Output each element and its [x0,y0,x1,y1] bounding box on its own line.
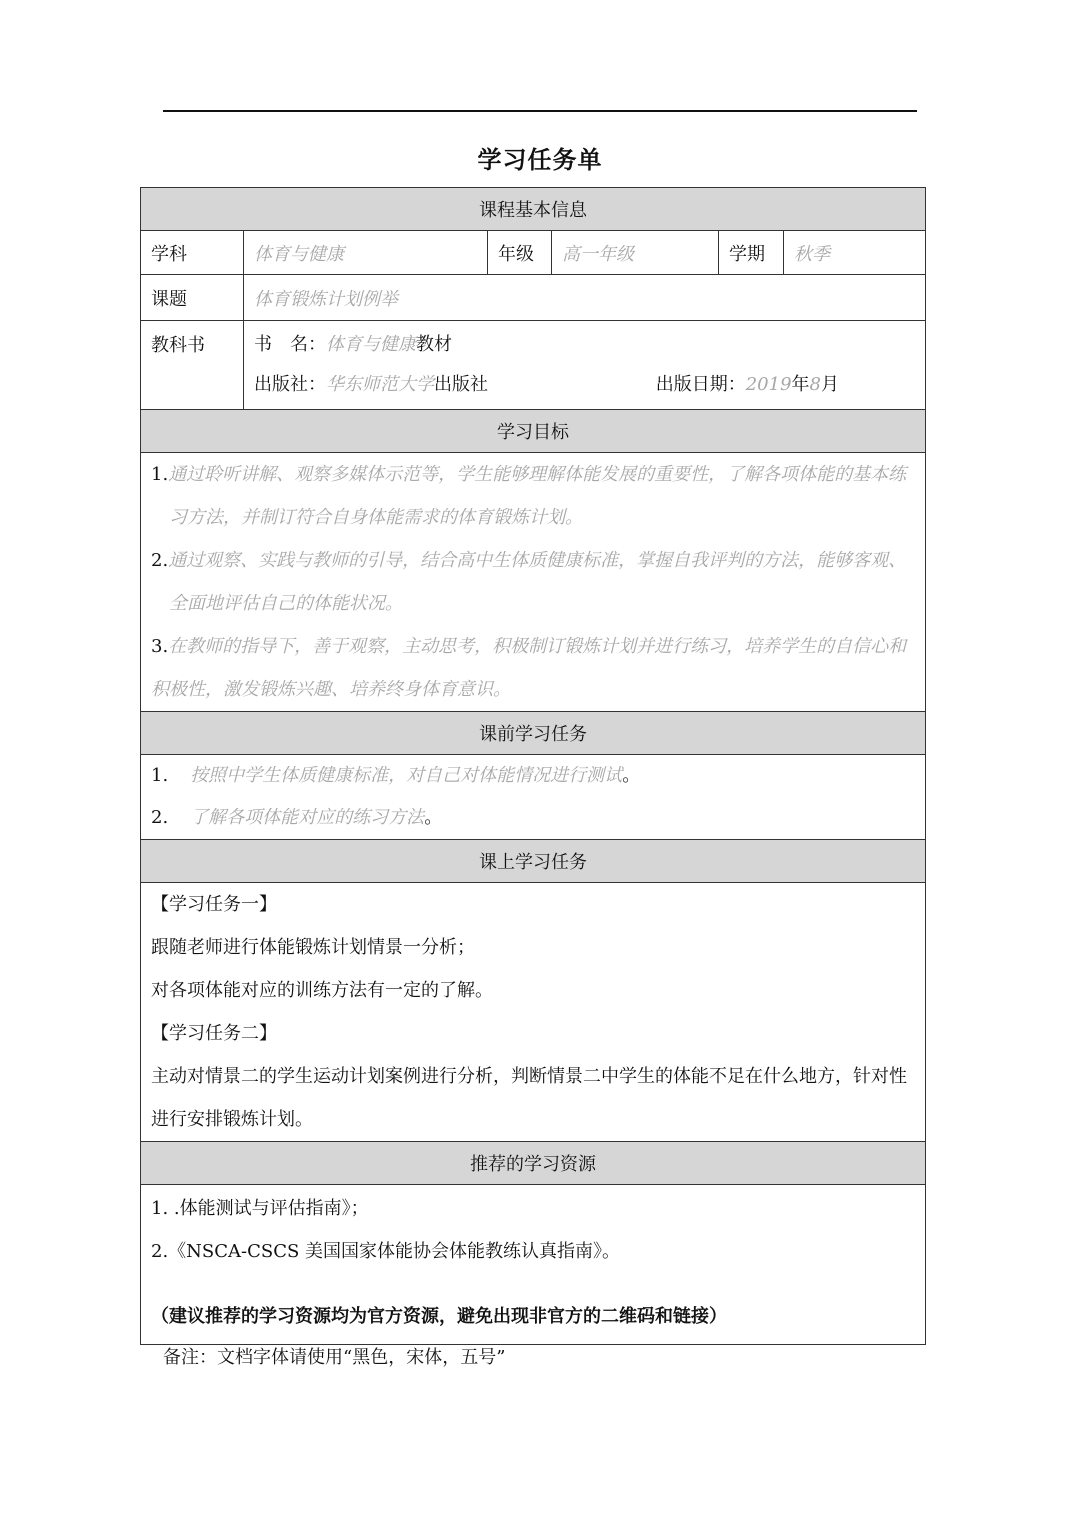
subject-row [141,231,926,275]
section-heading-objectives: 学习目标 [141,410,926,453]
objective-text: 在教师的指导下，善于观察，主动思考，积极制订锻炼计划并进行练习，培养学生的自信心和积极性，激发锻炼兴趣、培养终身体育意识。 [151,636,907,700]
resources-note: （建议推荐的学习资源均为官方资源，避免出现非官方的二维码和链接） [151,1306,727,1327]
pre-task-item [151,755,915,797]
topic-label: 课题 [141,275,244,321]
objective-number: 1. [151,464,169,485]
in-class-content [141,883,926,1142]
book-name-prefix: 书 名： [254,334,326,355]
pub-month-value: 8 [809,374,821,395]
pub-year-value: 2019 [745,374,792,395]
objectives-row [141,453,926,712]
year-char: 年 [791,374,810,395]
section-row-in-class [141,840,926,883]
term-value: 秋季 [784,231,926,275]
topic-value: 体育锻炼计划例举 [244,275,926,321]
section-row-basic-info [141,188,926,231]
subject-label: 学科 [141,231,244,275]
in-class-row [141,883,926,1142]
task-sheet-table [140,187,926,1345]
book-name-line [254,325,915,365]
objective-number: 3. [151,636,169,657]
section-heading-pre-class: 课前学习任务 [141,712,926,755]
pre-task-number: 2. [151,807,169,828]
objectives-list [141,453,926,712]
section-row-objectives [141,410,926,453]
task-one-line: 对各项体能对应的训练方法有一定的了解。 [151,980,493,1001]
resource-item: 1. .体能测试与评估指南》； [151,1198,369,1219]
publisher-value: 华东师范大学 [326,374,434,395]
section-heading-basic-info: 课程基本信息 [141,188,926,231]
objective-item [151,539,915,625]
grade-value: 高一年级 [552,231,719,275]
publish-date [656,365,839,405]
textbook-label: 教科书 [141,321,244,410]
pre-task-end: 。 [622,765,641,786]
pre-task-item [151,797,915,839]
grade-label: 年级 [488,231,552,275]
publisher-line [254,365,915,405]
pre-task-number: 1. [151,765,169,786]
footer-note: 备注：文档字体请使用“黑色，宋体，五号” [163,1347,506,1368]
book-name-suffix: 教材 [416,334,452,355]
objective-item [151,625,915,711]
task-two-title: 【学习任务二】 [151,1023,277,1044]
subject-value: 体育与健康 [244,231,488,275]
publisher-prefix: 出版社： [254,374,326,395]
pre-class-list [141,755,926,840]
resources-row [141,1185,926,1345]
textbook-details [244,321,926,410]
task-one-title: 【学习任务一】 [151,894,277,915]
pre-class-row [141,755,926,840]
month-char: 月 [821,374,839,395]
book-name-value: 体育与健康 [326,334,416,355]
publisher-suffix: 出版社 [434,374,488,395]
pub-date-prefix: 出版日期： [655,374,746,395]
topic-row [141,275,926,321]
pre-task-end: 。 [424,807,443,828]
page-title: 学习任务单 [477,146,603,174]
section-heading-resources: 推荐的学习资源 [141,1142,926,1185]
section-row-pre-class [141,712,926,755]
task-one-line: 跟随老师进行体能锻炼计划情景一分析； [151,937,475,958]
header-rule [163,110,917,112]
section-row-resources [141,1142,926,1185]
objective-item [151,453,915,539]
section-heading-in-class: 课上学习任务 [141,840,926,883]
resources-content [141,1185,926,1345]
objective-number: 2. [151,550,169,571]
objective-text: 通过聆听讲解、观察多媒体示范等，学生能够理解体能发展的重要性，了解各项体能的基本练习方法，并制订符合自身体能需求的体育锻炼计划。 [168,464,907,528]
resource-item: 2.《NSCA-CSCS 美国国家体能协会体能教练认真指南》。 [151,1241,621,1262]
task-two-text: 主动对情景二的学生运动计划案例进行分析，判断情景二中学生的体能不足在什么地方，针对性进行安排锻炼计划。 [151,1066,907,1130]
textbook-row [141,321,926,410]
pre-task-text: 按照中学生体质健康标准，对自己对体能情况进行测试 [190,765,623,786]
term-label: 学期 [719,231,784,275]
pre-task-text: 了解各项体能对应的练习方法 [190,807,425,828]
objective-text: 通过观察、实践与教师的引导，结合高中生体质健康标准，掌握自我评判的方法，能够客观、全面地评估自己的体能状况。 [168,550,907,614]
